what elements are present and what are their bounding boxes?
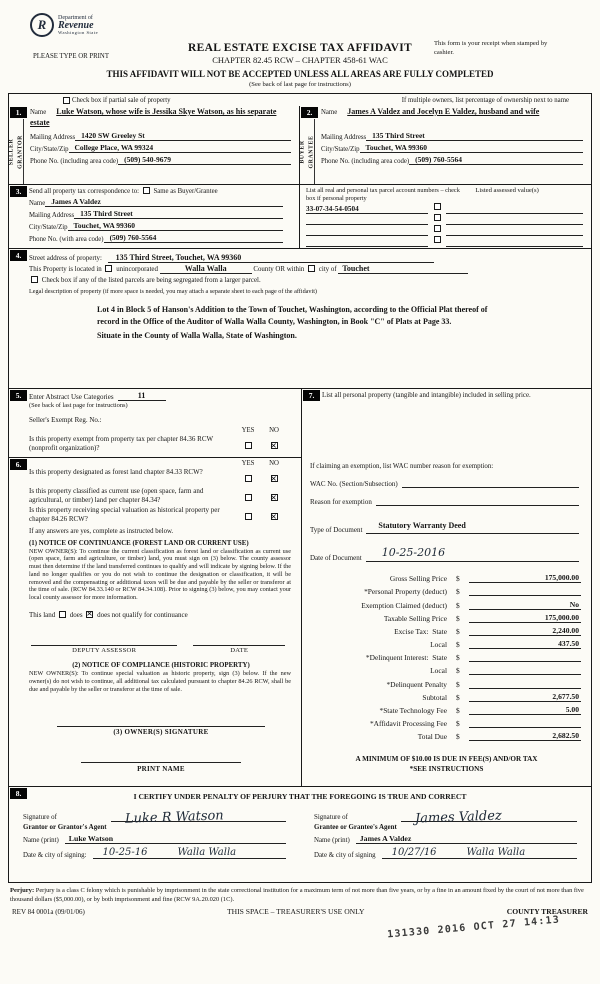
dollar-sign: $ <box>456 692 460 702</box>
reason-exemption-field[interactable] <box>376 497 579 506</box>
fee-label: Taxable Selling Price <box>383 613 447 623</box>
grantor-signature: Luke R Watson <box>124 808 224 827</box>
treasurer-space-label: THIS SPACE – TREASURER'S USE ONLY <box>227 907 365 916</box>
owners-signature-label: (3) OWNER(S) SIGNATURE <box>113 728 209 737</box>
fee-label: *Affidavit Processing Fee <box>369 719 447 729</box>
buyer-phone-label: Phone No. (including area code) <box>321 158 410 165</box>
deputy-assessor-label: DEPUTY ASSESSOR <box>72 647 137 655</box>
buyer-phone-field[interactable]: (509) 760-5564 <box>409 156 583 165</box>
receipt-note: This form is your receipt when stamped by cashier. <box>434 40 548 56</box>
buyer-name-label: Name <box>321 109 338 116</box>
form-rev-number: REV 84 0001a (09/01/06) <box>12 908 85 916</box>
grantee-signing-city: Walla Walla <box>466 847 526 858</box>
same-as-buyer-checkbox[interactable] <box>143 187 150 194</box>
historic-yes-checkbox[interactable] <box>245 513 252 520</box>
revenue-logo <box>30 13 98 37</box>
seller-phone-label: Phone No. (including area code) <box>30 158 119 165</box>
grantor-signing-date: 10-25-16 <box>102 847 148 858</box>
fee-label: Excise Tax: State <box>394 626 447 636</box>
fee-label: Local <box>430 640 447 650</box>
state-technology-fee-field[interactable]: 5.00 <box>469 705 581 715</box>
delinquent-penalty-field[interactable] <box>469 679 581 689</box>
parcel-list-header: List all real and personal tax parcel account numbers – check box if personal property <box>306 187 460 202</box>
legal-description-situate: Situate in the County of Walla Walla, State of Washington. <box>97 330 297 340</box>
dollar-sign: $ <box>456 706 460 716</box>
please-type-label: PLEASE TYPE OR PRINT <box>33 53 109 60</box>
see-back-note-2: (See back of last page for instructions) <box>29 402 128 409</box>
exempt-yes-checkbox[interactable] <box>245 442 252 449</box>
corr-csz-field[interactable]: Touchet, WA 99360 <box>68 222 283 231</box>
notice-compliance-body: NEW OWNER(S): To continue special valuation as historic property, sign (3) below. If the new owner(s) do not wish to continue, all additional tax calculated pursuant to chapter 84.26 RCW, shall be due and payable by the seller or transferor at the time of sale. <box>29 670 291 693</box>
seller-role-sidebar <box>9 119 24 184</box>
top-strip <box>9 94 591 106</box>
delinquent-interest-local-field[interactable] <box>469 665 581 675</box>
personal-property-deduct-field[interactable] <box>469 586 581 596</box>
grantee-signature-block <box>300 807 591 859</box>
wac-number-label: WAC No. (Section/Subsection) <box>310 479 398 488</box>
same-as-buyer-label: Same as Buyer/Grantee <box>153 188 218 195</box>
segregated-checkbox[interactable] <box>31 276 38 283</box>
buyer-grantee-box <box>300 106 591 184</box>
grantor-date-city-label: Date & city of signing: <box>23 852 87 859</box>
buyer-csz-label: City/State/Zip <box>321 146 360 153</box>
fee-row-delinq-interest-state <box>308 649 581 662</box>
corr-name-label: Name <box>29 200 46 207</box>
fee-row-excise-local <box>308 636 581 649</box>
personal-property-blank-area[interactable] <box>302 401 591 463</box>
section-2-number: 2. <box>301 107 318 118</box>
partial-sale-label: Check box if partial sale of property <box>72 96 171 104</box>
seller-name-field[interactable]: Luke Watson, whose wife is Jessika Skye Watson, as his separate estate <box>30 107 277 127</box>
dollar-sign: $ <box>456 732 460 742</box>
buyer-role-sidebar <box>300 119 315 184</box>
dollar-sign: $ <box>456 653 460 663</box>
does-not-qualify-checkbox[interactable] <box>86 611 93 618</box>
exempt-question: Is this property exempt from property tax per chapter 84.36 RCW (nonprofit organization)? <box>29 435 213 453</box>
revenue-logo-text <box>58 15 98 35</box>
fee-label: Exemption Claimed (deduct) <box>361 600 447 610</box>
parcel-list-box <box>300 185 591 248</box>
minimum-fee-note: A MINIMUM OF $10.00 IS DUE IN FEE(S) AND/OR TAX <box>355 755 538 764</box>
left-column <box>9 389 302 786</box>
fee-row-subtotal <box>308 689 581 702</box>
does-qualify-checkbox[interactable] <box>59 611 66 618</box>
section-6-number: 6. <box>10 459 27 470</box>
parcel-number-field[interactable] <box>306 246 428 247</box>
fee-row-total-due <box>308 728 581 741</box>
forest-no-checkbox[interactable] <box>271 475 278 482</box>
segregated-label: Check box if any of the listed parcels are being segregated from a larger parcel. <box>41 276 261 284</box>
fee-row-excise-state <box>308 623 581 636</box>
forest-yes-checkbox[interactable] <box>245 475 252 482</box>
dollar-sign: $ <box>456 613 460 623</box>
parcel-number-field[interactable]: 33-07-34-54-0504 <box>306 205 428 214</box>
cashier-receipt-stamp: 131330 2016 OCT 27 14:13 <box>386 914 561 941</box>
current-use-yes-checkbox[interactable] <box>245 494 252 501</box>
fee-label: Local <box>430 666 447 676</box>
doc-date-field[interactable]: 10-25-2016 <box>381 545 446 559</box>
forest-land-question: Is this property designated as forest land chapter 84.33 RCW? <box>29 468 203 477</box>
dollar-sign: $ <box>456 640 460 650</box>
no-header: NO <box>269 460 279 468</box>
yes-header: YES <box>241 460 255 468</box>
wac-number-field[interactable] <box>402 479 579 488</box>
fee-row-delinq-interest-local <box>308 662 581 675</box>
section-6 <box>9 457 301 772</box>
completion-warning: THIS AFFIDAVIT WILL NOT BE ACCEPTED UNLESS ALL AREAS ARE FULLY COMPLETED <box>106 69 494 79</box>
grantor-signature-block <box>9 807 300 859</box>
current-use-question: Is this property classified as current use (open space, farm and agricultural, or timber) land per chapter 84.34? <box>29 487 204 505</box>
fee-table <box>302 570 591 741</box>
section-3 <box>9 184 591 248</box>
personal-property-checkbox[interactable] <box>434 203 441 210</box>
dollar-sign: $ <box>456 719 460 729</box>
buyer-csz-field[interactable]: Touchet, WA 99360 <box>360 144 583 153</box>
abstract-use-field[interactable]: 11 <box>118 391 166 401</box>
seller-role-label: SELLER <box>8 138 15 165</box>
print-name-label: PRINT NAME <box>137 764 185 773</box>
section-5-number: 5. <box>10 390 27 401</box>
gross-selling-price-field[interactable]: 175,000.00 <box>469 573 581 583</box>
city-of-checkbox[interactable] <box>308 265 315 272</box>
corr-phone-label: Phone No. (with area code) <box>29 236 104 243</box>
corr-name-field[interactable]: James A Valdez <box>45 198 283 207</box>
does-label: does <box>69 610 83 619</box>
dollar-sign: $ <box>456 587 460 597</box>
doc-type-label: Type of Document <box>310 525 363 534</box>
corr-csz-label: City/State/Zip <box>29 224 68 231</box>
street-address-field[interactable]: 135 Third Street, Touchet, WA 99360 <box>108 253 434 263</box>
assessed-value-field[interactable] <box>446 213 583 214</box>
grantor-signature-of-label: Signature of <box>23 814 57 821</box>
this-land-label: This land <box>29 610 56 619</box>
multiple-owners-label: If multiple owners, list percentage of ownership next to name <box>401 96 569 104</box>
print-name-line[interactable] <box>81 755 241 763</box>
form-subtitle: CHAPTER 82.45 RCW – CHAPTER 458-61 WAC <box>212 55 388 65</box>
deputy-assessor-signature-line[interactable] <box>31 638 177 646</box>
form-body <box>8 93 592 883</box>
legal-description-paragraph: Lot 4 in Block 5 of Hanson's Addition to the Town of Touchet, Washington, according to the Official Plat thereof of record in the Office of the Auditor of Walla Walla County, Washington, in Book "C" of Plats at Page 33. <box>97 304 488 326</box>
seller-phone-field[interactable]: (509) 540-9679 <box>118 156 291 165</box>
personal-property-checkbox[interactable] <box>434 225 441 232</box>
seller-csz-label: City/State/Zip <box>30 146 69 153</box>
see-back-note: (See back of last page for instructions) <box>249 81 351 88</box>
fee-row-personal-property <box>308 583 581 596</box>
city-field[interactable]: Touchet <box>338 264 468 274</box>
parcel-row <box>306 237 583 247</box>
assessed-value-header: Listed assessed value(s) <box>475 187 539 194</box>
total-due-field[interactable]: 2,682.50 <box>469 731 581 741</box>
buyer-mailing-field[interactable]: 135 Third Street <box>366 132 583 141</box>
historic-no-checkbox[interactable] <box>271 513 278 520</box>
parties-row <box>9 106 591 184</box>
parcel-number-field[interactable] <box>306 235 428 236</box>
send-correspondence-label: Send all property tax correspondence to: <box>29 188 140 195</box>
subtotal-field[interactable]: 2,677.50 <box>469 692 581 702</box>
notice-continuance-body: NEW OWNER(S): To continue the current classification as forest land or classification as current use (open space, farm and agriculture, or timber) land, you must sign on (3) below. The county assessor must then determine if the land transferred continues to qualify and will indicate by signing below. If the land no longer qualifies or you do not wish to continue the designation or classification, it will be removed and the compensating or additional taxes will be due and payable by the seller or transferor at the time of sale. (RCW 84.33.140 or RCW 84.34.108). Prior to signing (3) below, you may contact your local county assessor for more information. <box>29 547 291 602</box>
seller-grantor-box <box>9 106 300 184</box>
section-8-number: 8. <box>10 788 27 799</box>
dollar-sign: $ <box>456 600 460 610</box>
dollar-sign: $ <box>456 574 460 584</box>
corr-mailing-field[interactable]: 135 Third Street <box>74 210 283 219</box>
section-7-number: 7. <box>303 390 320 401</box>
fee-label: *Delinquent Interest: State <box>365 653 447 663</box>
if-yes-note: If any answers are yes, complete as instructed below. <box>29 527 174 535</box>
city-of-label: city of <box>318 266 337 273</box>
see-instructions-note: *SEE INSTRUCTIONS <box>409 765 484 774</box>
seller-mailing-label: Mailing Address <box>30 134 76 141</box>
grantee-date-city-label: Date & city of signing <box>314 852 376 859</box>
grantee-signing-date: 10/27/16 <box>391 847 437 858</box>
fee-row-taxable <box>308 610 581 623</box>
buyer-name-field[interactable]: James A Valdez and Jocelyn E Valdez, husband and wife <box>347 107 540 116</box>
affidavit-processing-fee-field[interactable] <box>469 718 581 728</box>
section-3-number: 3. <box>10 186 27 197</box>
legal-description-text <box>97 304 505 342</box>
exemption-claimed-field[interactable]: No <box>469 600 581 610</box>
dollar-sign: $ <box>456 626 460 636</box>
fee-label: Total Due <box>417 732 447 742</box>
perjury-bold-label: Perjury: <box>10 887 35 894</box>
county-treasurer-label: COUNTY TREASURER <box>506 907 588 916</box>
grantor-signing-city: Walla Walla <box>177 847 237 858</box>
certify-statement: I CERTIFY UNDER PENALTY OF PERJURY THAT THE FOREGOING IS TRUE AND CORRECT <box>133 792 467 801</box>
legal-description-label: Legal description of property (if more space is needed, you may attach a separate sheet to each page of the affidavit) <box>29 287 317 295</box>
section-7 <box>302 389 591 786</box>
grantee-date-city-field[interactable] <box>382 848 577 859</box>
fee-row-exemption-claimed <box>308 596 581 609</box>
delinquent-interest-state-field[interactable] <box>469 652 581 662</box>
dollar-sign: $ <box>456 666 460 676</box>
excise-local-field[interactable]: 437.50 <box>469 639 581 649</box>
excise-state-field[interactable]: 2,240.00 <box>469 626 581 636</box>
fee-label: Subtotal <box>422 692 447 702</box>
grantor-date-city-field[interactable] <box>93 848 286 859</box>
assessed-value-field[interactable] <box>446 235 583 236</box>
abstract-use-label: Enter Abstract Use Categories <box>29 393 114 401</box>
unincorporated-checkbox[interactable] <box>105 265 112 272</box>
logo-revenue: Revenue <box>58 20 94 31</box>
reason-exemption-label: Reason for exemption <box>310 497 372 506</box>
notice-continuance-title: (1) NOTICE OF CONTINUANCE (FOREST LAND OR CURRENT USE) <box>29 539 249 547</box>
assessed-value-field[interactable] <box>446 246 583 247</box>
section-4-number: 4. <box>10 250 27 261</box>
split-row <box>9 388 591 786</box>
fee-row-delinq-penalty <box>308 675 581 688</box>
partial-sale-checkbox[interactable] <box>63 97 70 104</box>
section-1-number: 1. <box>10 107 27 118</box>
grantor-name-print-label: Name (print) <box>23 837 59 844</box>
logo-dept-of: Department of <box>58 15 93 21</box>
grantor-role-label: GRANTOR <box>17 134 23 169</box>
street-address-label: Street address of property: <box>29 254 102 262</box>
corr-phone-field[interactable]: (509) 760-5564 <box>104 234 283 243</box>
doc-date-label: Date of Document <box>310 553 362 562</box>
county-field[interactable]: Walla Walla <box>160 264 252 274</box>
grantee-agent-label: Grantee or Grantee's Agent <box>314 823 397 831</box>
does-not-label: does not qualify for continuance <box>97 610 188 619</box>
section-8 <box>9 786 591 882</box>
bottom-row <box>12 907 588 916</box>
tax-correspondence-box <box>9 185 300 248</box>
fee-row-gross <box>308 570 581 583</box>
exempt-reg-label: Seller's Exempt Reg. No.: <box>29 416 102 424</box>
notice-compliance-title: (2) NOTICE OF COMPLIANCE (HISTORIC PROPERTY) <box>72 662 250 670</box>
assessor-date-label: DATE <box>230 647 249 655</box>
located-in-label: This Property is located in <box>29 266 102 273</box>
yes-header: YES <box>241 427 255 434</box>
personal-property-checkbox[interactable] <box>434 236 441 243</box>
exempt-no-checkbox[interactable] <box>271 442 278 449</box>
perjury-text: Perjury is a class C felony which is punishable by imprisonment in the state correctional institution for a maximum term of not more than five years, or by a fine in an amount fixed by the court of not more than five thousand dollars ($5,000.00), or by both imprisonment and fine (RCW 9A.20.020 (1C). <box>10 887 584 903</box>
seller-csz-field[interactable]: College Place, WA 99324 <box>69 144 291 153</box>
form-title: REAL ESTATE EXCISE TAX AFFIDAVIT <box>188 42 412 54</box>
taxable-selling-price-field[interactable]: 175,000.00 <box>469 613 581 623</box>
grantee-signature-line[interactable] <box>401 807 577 827</box>
assessor-date-line[interactable] <box>193 638 285 646</box>
section-4 <box>9 248 591 388</box>
grantee-signature: James Valdez <box>414 808 502 827</box>
parcel-number-field[interactable] <box>306 224 428 225</box>
county-or-label: County OR within <box>253 266 305 273</box>
logo-washington-state: Washington State <box>58 30 99 35</box>
doc-type-field[interactable]: Statutory Warranty Deed <box>378 520 466 530</box>
corr-mailing-label: Mailing Address <box>29 212 75 219</box>
exemption-intro-label: If claiming an exemption, list WAC number reason for exemption: <box>310 462 494 470</box>
grantee-name-print-label: Name (print) <box>314 837 350 844</box>
unincorporated-label: unincorporated <box>116 266 158 273</box>
seller-name-label: Name <box>30 109 47 116</box>
grantor-agent-label: Grantor or Grantor's Agent <box>23 823 107 831</box>
personal-property-label: List all personal property (tangible and intangible) included in selling price. <box>322 392 531 399</box>
perjury-statement <box>10 887 590 904</box>
seller-mailing-field[interactable]: 1420 SW Greeley St <box>75 132 291 141</box>
no-header: NO <box>269 427 279 434</box>
grantee-role-label: GRANTEE <box>308 135 314 168</box>
fee-row-processing-fee <box>308 715 581 728</box>
buyer-role-label: BUYER <box>299 139 306 164</box>
grantor-name-field[interactable]: Luke Watson <box>65 834 286 844</box>
fee-label: *Personal Property (deduct) <box>364 587 447 597</box>
fee-label: *State Technology Fee <box>379 706 447 716</box>
section-5 <box>9 389 301 453</box>
current-use-no-checkbox[interactable] <box>271 494 278 501</box>
owners-signature-line[interactable] <box>57 719 265 727</box>
dollar-sign: $ <box>456 679 460 689</box>
fee-label: *Delinquent Penalty <box>386 679 447 689</box>
buyer-mailing-label: Mailing Address <box>321 134 367 141</box>
assessed-value-field[interactable] <box>446 224 583 225</box>
personal-property-checkbox[interactable] <box>434 214 441 221</box>
fee-label: Gross Selling Price <box>389 574 447 584</box>
grantee-name-field[interactable]: James A Valdez <box>356 834 577 844</box>
historic-question: Is this property receiving special valuation as historical property per chapter 84.26 RCW? <box>29 506 220 524</box>
fee-row-tech-fee <box>308 702 581 715</box>
revenue-logo-icon: R <box>30 13 54 37</box>
grantor-signature-line[interactable] <box>111 807 286 827</box>
grantee-signature-of-label: Signature of <box>314 814 348 821</box>
